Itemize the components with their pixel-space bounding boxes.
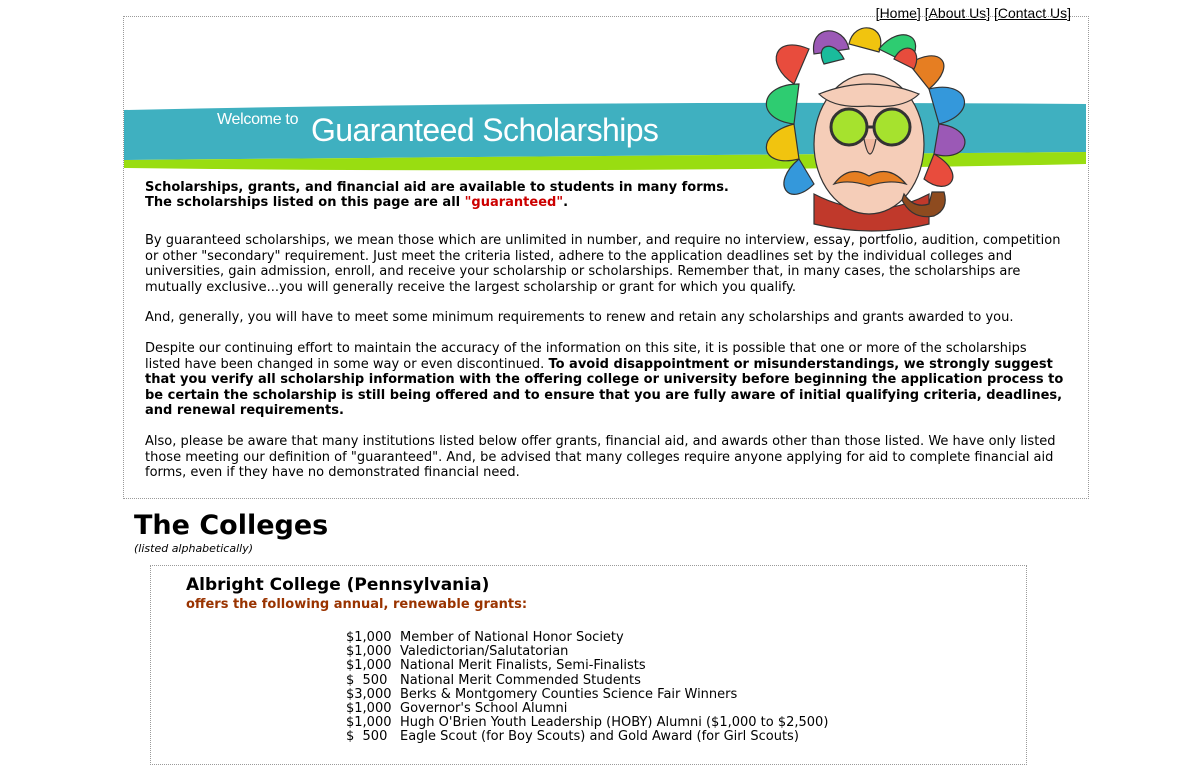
grant-amount: $1,000 bbox=[346, 715, 392, 731]
colleges-heading: The Colleges bbox=[134, 510, 329, 541]
college-name: Albright College (Pennsylvania) bbox=[186, 575, 490, 595]
intro-lead bbox=[145, 180, 755, 210]
intro-paragraph-3-normal: Despite our continuing effort to maintain the accuracy of the information on this site, it is possible that one or more of the scholarships listed have been changed in some way or even discontinued. bbox=[145, 341, 1027, 372]
grant-amount: $ 500 bbox=[346, 729, 388, 745]
college-offer-text: offers the following annual, renewable grants: bbox=[186, 597, 528, 612]
lead-line-1: Scholarships, grants, and financial aid are available to students in many forms. bbox=[145, 180, 729, 195]
lead-line-2-post: . bbox=[563, 195, 569, 210]
colleges-subheading: (listed alphabetically) bbox=[134, 542, 254, 555]
grant-row bbox=[346, 688, 828, 702]
grant-desc: National Merit Commended Students bbox=[400, 672, 641, 688]
intro-paragraph-4: Also, please be aware that many institutions listed below offer grants, financial aid, and awards other than those listed. We have only listed those meeting our definition of "guaranteed". And, be advised that many colleges require anyone applying for aid to complete financial aid forms, even if they have no demonstrated financial need. bbox=[145, 434, 1056, 480]
grant-amount: $3,000 bbox=[346, 686, 392, 702]
grant-desc: Valedictorian/Salutatorian bbox=[400, 644, 569, 660]
grant-row bbox=[346, 631, 828, 645]
grant-amount: $1,000 bbox=[346, 658, 392, 674]
grant-desc: National Merit Finalists, Semi-Finalists bbox=[400, 658, 646, 674]
nav-contact-link[interactable]: Contact Us bbox=[997, 5, 1068, 21]
nav-home-link[interactable]: Home bbox=[879, 5, 917, 21]
nav-about-link[interactable]: About Us bbox=[928, 5, 987, 21]
intro-paragraph-3 bbox=[145, 341, 1065, 419]
grant-desc: Governor's School Alumni bbox=[400, 701, 568, 717]
grant-desc: Eagle Scout (for Boy Scouts) and Gold Award (for Girl Scouts) bbox=[400, 729, 799, 745]
grant-amount: $ 500 bbox=[346, 672, 388, 688]
grant-row bbox=[346, 659, 828, 673]
grant-desc: Berks & Montgomery Counties Science Fair Winners bbox=[400, 686, 738, 702]
grant-row bbox=[346, 702, 828, 716]
grant-amount: $1,000 bbox=[346, 701, 392, 717]
grant-row bbox=[346, 645, 828, 659]
intro-paragraph-2: And, generally, you will have to meet some minimum requirements to renew and retain any scholarships and grants awarded to you. bbox=[145, 310, 1014, 325]
banner-welcome-text: Welcome to bbox=[217, 111, 299, 128]
grant-row bbox=[346, 674, 828, 688]
lead-line-2 bbox=[145, 195, 755, 210]
top-nav: [Home] [About Us] [Contact Us] bbox=[875, 5, 1071, 21]
banner-title: Guaranteed Scholarships bbox=[311, 112, 659, 148]
lead-line-2-pre: The scholarships listed on this page are all bbox=[145, 195, 465, 210]
grant-desc: Member of National Honor Society bbox=[400, 630, 624, 645]
mascot-illustration bbox=[754, 24, 990, 238]
grant-desc: Hugh O'Brien Youth Leadership (HOBY) Alumni ($1,000 to $2,500) bbox=[400, 715, 829, 731]
guaranteed-highlight: "guaranteed" bbox=[464, 195, 564, 210]
grant-amount: $1,000 bbox=[346, 630, 392, 645]
intro-paragraph-1: By guaranteed scholarships, we mean those which are unlimited in number, and require no interview, essay, portfolio, audition, competition or other "secondary" requirement. Just meet the criteria listed, adhere to the application deadlines set by the individual colleges and universities, gain admission, enroll, and receive your scholarship or scholarships. Remember that, in many cases, the scholarships are mutually exclusive...you will generally receive the largest scholarship or grant for which you qualify. bbox=[145, 233, 1061, 295]
grant-row bbox=[346, 716, 828, 730]
grant-row bbox=[346, 730, 828, 744]
grants-list bbox=[346, 631, 828, 745]
intro-paragraph-3-bold: To avoid disappointment or misunderstandings, we strongly suggest that you verify all scholarship information with the offering college or university before beginning the application process to be certain the scholarship is still being offered and to ensure that you are fully aware of initial qualifying criteria, deadlines, and renewal requirements. bbox=[145, 356, 1064, 418]
grant-amount: $1,000 bbox=[346, 644, 392, 660]
